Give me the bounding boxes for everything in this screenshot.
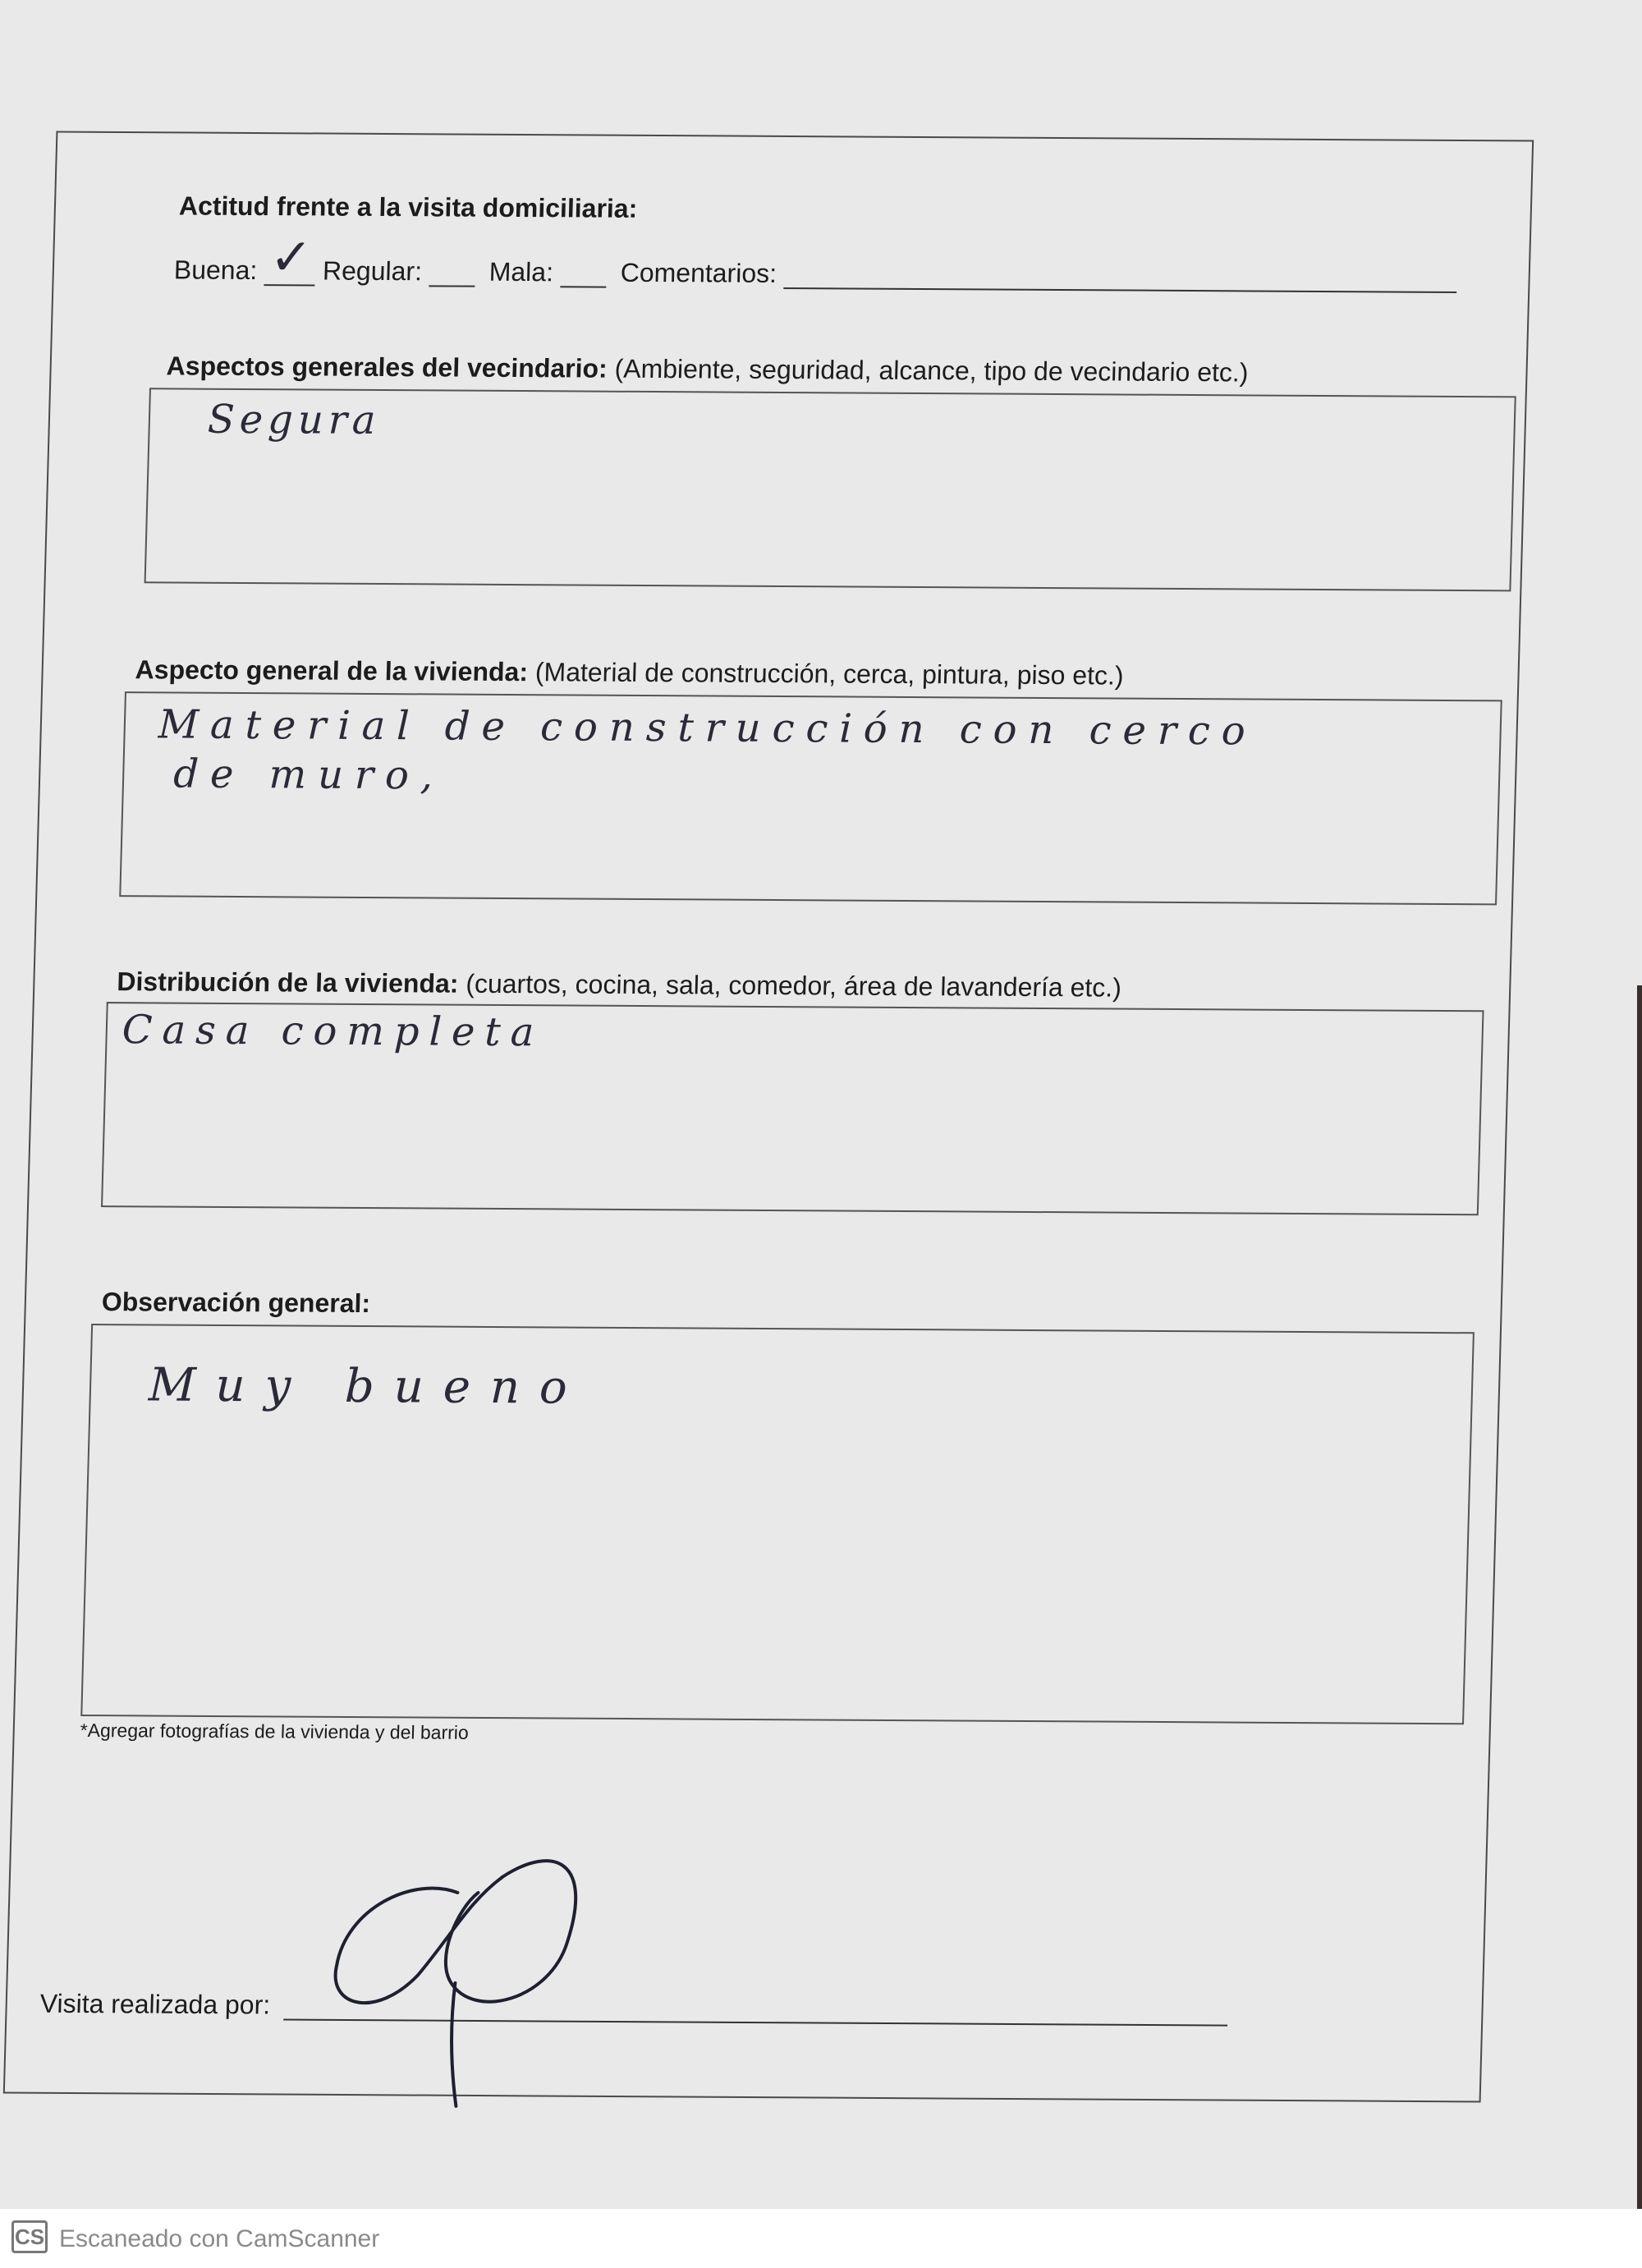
neighborhood-heading xyxy=(166,351,1249,388)
regular-label: Regular: xyxy=(322,255,423,287)
observation-title: Observación general: xyxy=(101,1287,371,1319)
good-blank[interactable] xyxy=(264,227,316,287)
scanner-footer xyxy=(0,2209,1642,2268)
visit-by-row xyxy=(39,1989,1228,2027)
housing-hint: (Material de construcción, cerca, pintura, piso etc.) xyxy=(534,657,1125,691)
camscanner-watermark: Escaneado con CamScanner xyxy=(59,2225,380,2252)
good-label: Buena: xyxy=(173,255,258,286)
neighborhood-answer: Segura xyxy=(207,396,382,443)
comments-label: Comentarios: xyxy=(620,257,777,288)
observation-box[interactable] xyxy=(80,1324,1475,1724)
distribution-heading xyxy=(117,966,1121,1003)
distribution-answer: Casa completa xyxy=(122,1007,545,1056)
housing-answer-line2: de muro, xyxy=(172,751,445,799)
neighborhood-hint: (Ambiente, seguridad, alcance, tipo de vecindario etc.) xyxy=(614,353,1249,388)
signature-scribble xyxy=(308,1843,627,2115)
page-edge-shadow xyxy=(1637,985,1642,2209)
housing-title: Aspecto general de la vivienda: xyxy=(135,654,529,687)
bad-blank[interactable] xyxy=(560,261,607,287)
regular-blank[interactable] xyxy=(429,260,475,287)
attitude-options xyxy=(173,227,1457,293)
visit-by-label: Visita realizada por: xyxy=(39,1988,271,2020)
comments-field[interactable] xyxy=(783,263,1457,293)
good-check-mark: ✓ xyxy=(268,227,314,287)
distribution-title: Distribución de la vivienda: xyxy=(116,966,459,999)
housing-answer-line1: Material de construcción con cerco xyxy=(158,701,1258,755)
distribution-hint: (cuartos, cocina, sala, comedor, área de lavandería etc.) xyxy=(465,968,1122,1003)
camscanner-logo: CS xyxy=(11,2220,48,2253)
observation-answer: Muy bueno xyxy=(148,1358,588,1415)
form-frame xyxy=(3,131,1534,2103)
neighborhood-title: Aspectos generales del vecindario: xyxy=(166,351,608,383)
attitude-title: Actitud frente a la visita domiciliaria: xyxy=(178,191,638,223)
housing-heading xyxy=(135,654,1124,691)
photo-note: *Agregar fotografías de la vivienda y del barrio xyxy=(80,1719,470,1743)
neighborhood-box[interactable] xyxy=(144,388,1516,591)
bad-label: Mala: xyxy=(488,256,554,287)
distribution-box[interactable] xyxy=(101,1002,1484,1215)
housing-box[interactable] xyxy=(119,691,1502,905)
